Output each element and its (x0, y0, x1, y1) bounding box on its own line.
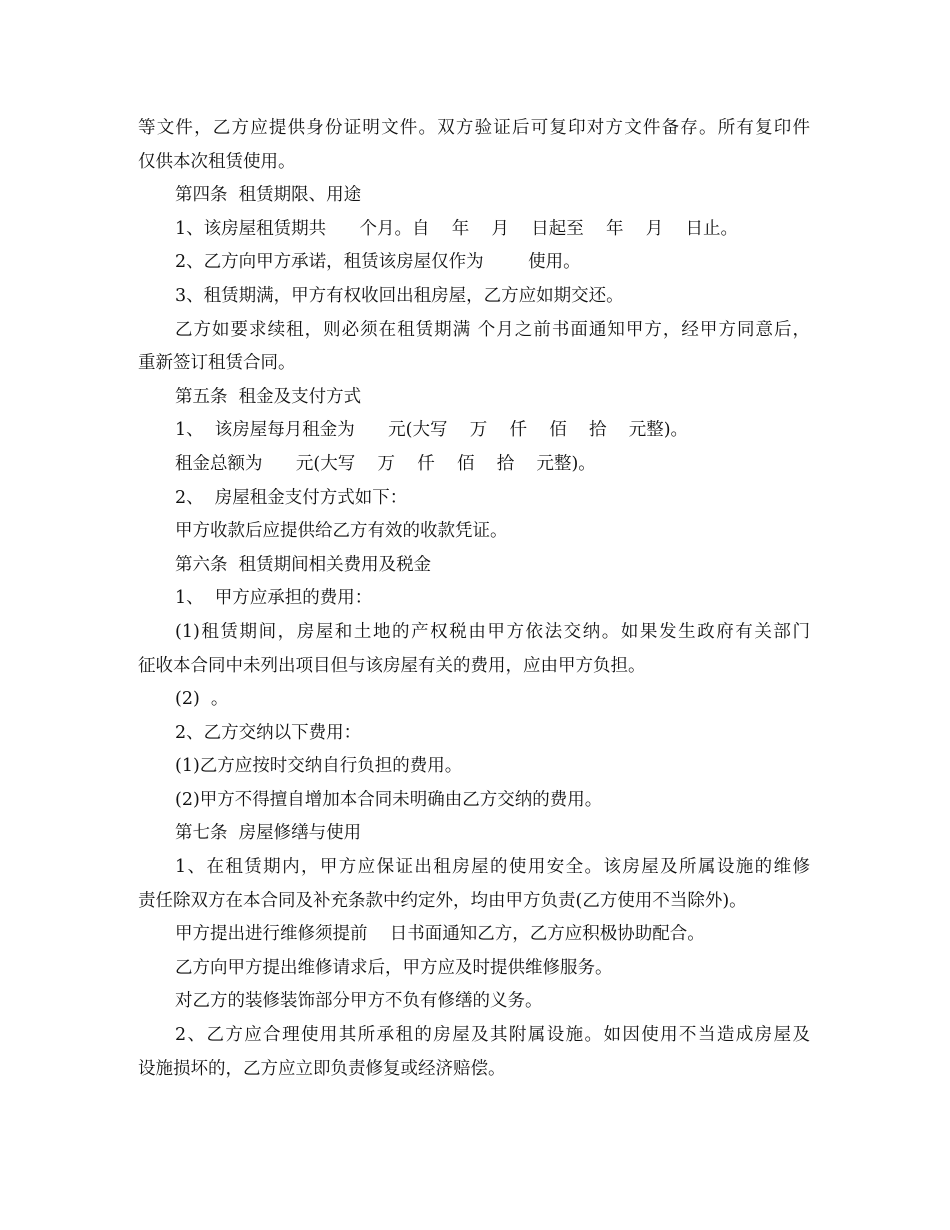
text-line: 设施损坏的，乙方应立即负责修复或经济赔偿。 (138, 1058, 506, 1079)
text-line: (2)甲方不得擅自增加本合同未明确由乙方交纳的费用。 (175, 789, 603, 810)
text-line: 甲方提出进行维修须提前 日书面通知乙方，乙方应积极协助配合。 (175, 924, 705, 945)
text-line: 对乙方的装修装饰部分甲方不负有修缮的义务。 (175, 991, 543, 1012)
text-line: 征收本合同中未列出项目但与该房屋有关的费用，应由甲方负担。 (138, 655, 646, 676)
text-line: 2、乙方向甲方承诺，租赁该房屋仅作为 使用。 (175, 252, 581, 273)
article-heading: 第五条 租金及支付方式 (175, 386, 362, 407)
text-line: (1)乙方应按时交纳自行负担的费用。 (175, 756, 463, 777)
text-line: (2) 。 (175, 689, 229, 710)
text-line: (1)租赁期间，房屋和土地的产权税由甲方依法交纳。如果发生政府有关部门 (175, 621, 810, 642)
text-line: 重新签订租赁合同。 (138, 353, 296, 374)
text-line: 乙方如要求续租，则必须在租赁期满 个月之前书面通知甲方，经甲方同意后， (175, 319, 810, 340)
text-line: 1、 该房屋每月租金为 元(大写 万 仟 佰 拾 元整)。 (175, 420, 689, 441)
text-line: 3、租赁期满，甲方有权收回出租房屋，乙方应如期交还。 (175, 285, 624, 306)
text-line: 甲方收款后应提供给乙方有效的收款凭证。 (175, 521, 508, 542)
article-heading: 第六条 租赁期间相关费用及税金 (175, 554, 432, 575)
text-line: 1、该房屋租赁期共 个月。自 年 月 日起至 年 月 日止。 (175, 218, 739, 239)
text-line: 2、乙方交纳以下费用： (175, 722, 362, 743)
text-line: 等文件，乙方应提供身份证明文件。双方验证后可复印对方文件备存。所有复印件 (138, 118, 810, 138)
text-line: 1、 甲方应承担的费用： (175, 588, 373, 609)
text-line: 2、乙方应合理使用其所承租的房屋及其附属设施。如因使用不当造成房屋及 (175, 1025, 810, 1046)
text-line: 租金总额为 元(大写 万 仟 佰 拾 元整)。 (175, 453, 596, 474)
text-line: 责任除双方在本合同及补充条款中约定外，均由甲方负责(乙方使用不当除外)。 (138, 890, 747, 911)
article-heading: 第七条 房屋修缮与使用 (175, 823, 362, 844)
text-line: 仅供本次租赁使用。 (138, 151, 296, 172)
text-line: 2、 房屋租金支付方式如下： (175, 487, 408, 508)
article-heading: 第四条 租赁期限、用途 (175, 185, 362, 206)
text-line: 1、在租赁期内，甲方应保证出租房屋的使用安全。该房屋及所属设施的维修 (175, 857, 810, 878)
text-line: 乙方向甲方提出维修请求后，甲方应及时提供维修服务。 (175, 957, 613, 978)
